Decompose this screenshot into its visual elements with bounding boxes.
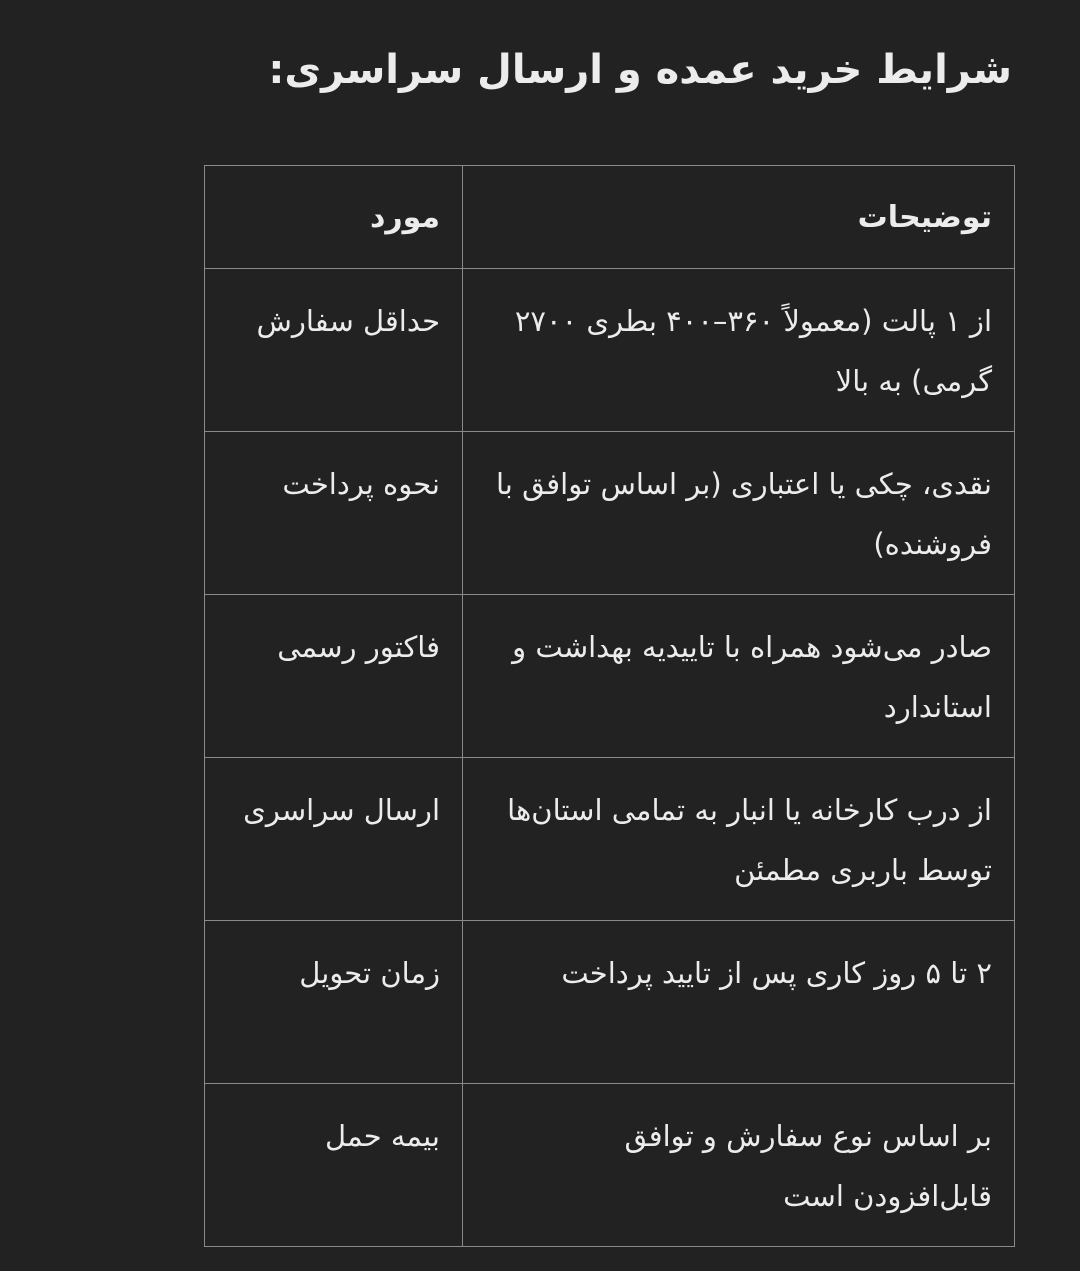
row-description: نقدی، چکی یا اعتباری (بر اساس توافق با فروشنده) <box>463 432 1015 595</box>
row-item: ارسال سراسری <box>205 758 463 921</box>
table-row <box>205 758 1015 921</box>
row-item: بیمه حمل <box>205 1084 463 1247</box>
row-item: نحوه پرداخت <box>205 432 463 595</box>
row-item: فاکتور رسمی <box>205 595 463 758</box>
terms-table <box>204 165 1015 1247</box>
page-title: شرایط خرید عمده و ارسال سراسری: <box>268 47 1012 93</box>
row-description: ۲ تا ۵ روز کاری پس از تایید پرداخت <box>463 921 1015 1084</box>
header-description: توضیحات <box>463 166 1015 269</box>
row-description: صادر می‌شود همراه با تاییدیه بهداشت و استاندارد <box>463 595 1015 758</box>
table-row <box>205 432 1015 595</box>
row-description: از ۱ پالت (معمولاً ۳۶۰–۴۰۰ بطری ۲۷۰۰ گرمی) به بالا <box>463 269 1015 432</box>
table-row <box>205 921 1015 1084</box>
table-header-row <box>205 166 1015 269</box>
row-item: حداقل سفارش <box>205 269 463 432</box>
header-item: مورد <box>205 166 463 269</box>
row-item: زمان تحویل <box>205 921 463 1084</box>
row-description: از درب کارخانه یا انبار به تمامی استان‌ها توسط باربری مطمئن <box>463 758 1015 921</box>
row-description: بر اساس نوع سفارش و توافق قابل‌افزودن است <box>463 1084 1015 1247</box>
table-row <box>205 595 1015 758</box>
table-row <box>205 269 1015 432</box>
table-row <box>205 1084 1015 1247</box>
